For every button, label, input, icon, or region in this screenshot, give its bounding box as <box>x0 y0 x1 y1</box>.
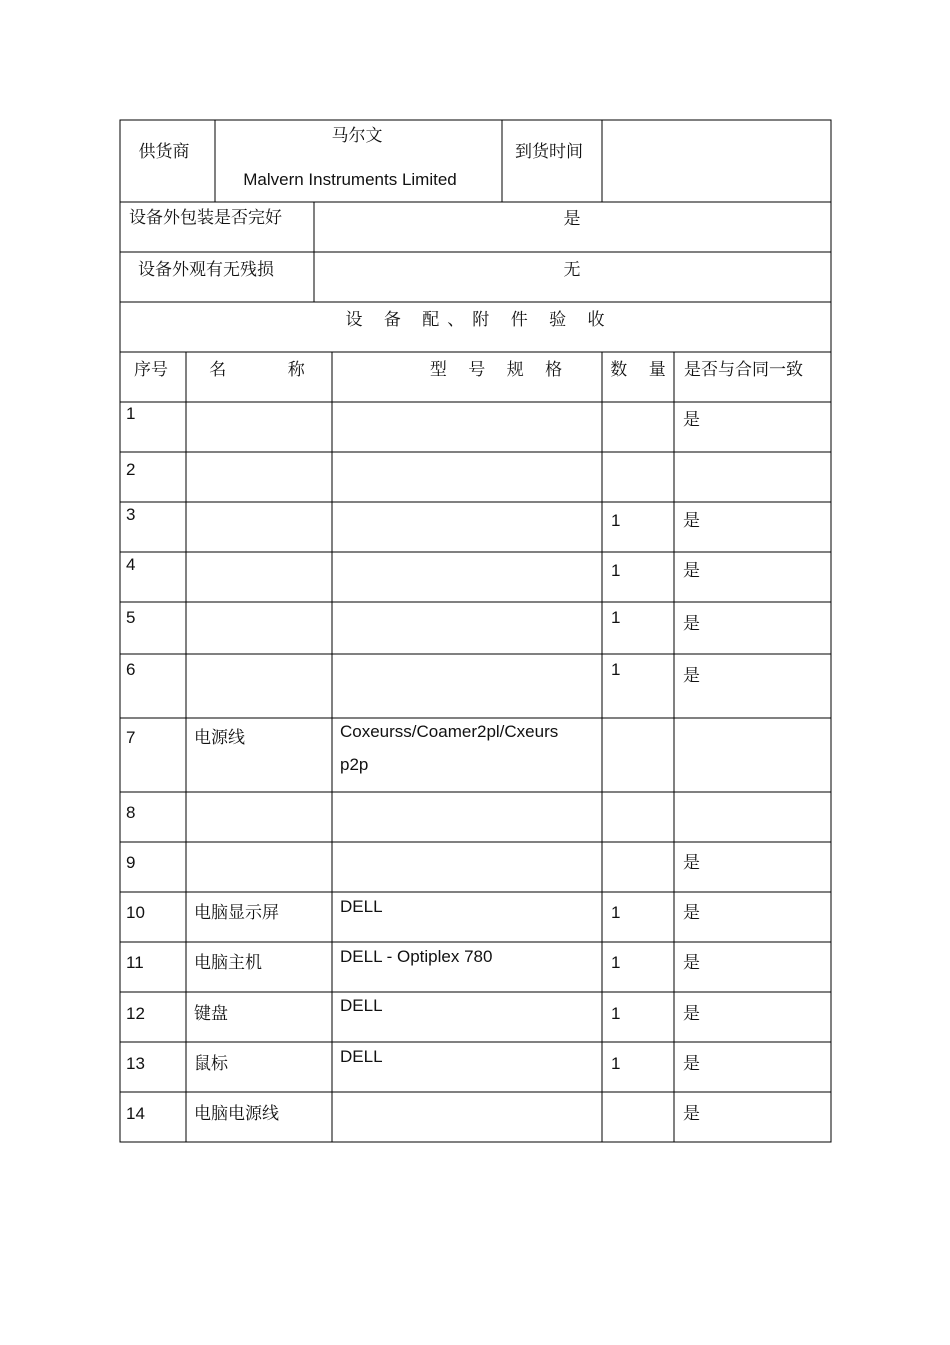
row-14-match: 是 <box>683 1104 700 1124</box>
row-9-match: 是 <box>683 853 700 873</box>
row-11-no: 11 <box>126 953 144 972</box>
row-7-model: Coxeurss/Coamer2pl/Cxeurs <box>340 722 559 741</box>
column-header-no: 序号 <box>134 360 168 380</box>
row-10-name: 电脑显示屏 <box>194 903 279 923</box>
row-4-match: 是 <box>683 561 700 581</box>
arrival-time-label: 到货时间 <box>515 142 583 162</box>
section-title: 设 备 配、附 件 验 收 <box>345 310 613 330</box>
row-3-no: 3 <box>126 505 136 524</box>
row-12-match: 是 <box>683 1004 700 1024</box>
row-7-no: 7 <box>126 728 136 747</box>
row-6-match: 是 <box>683 666 700 686</box>
row-3-match: 是 <box>683 511 700 531</box>
packaging-value: 是 <box>563 209 581 229</box>
row-11-qty: 1 <box>611 953 621 972</box>
row-13-qty: 1 <box>611 1054 621 1073</box>
supplier-label: 供货商 <box>138 142 190 162</box>
row-4-qty: 1 <box>611 561 621 580</box>
row-14-no: 14 <box>126 1104 145 1123</box>
row-7-name: 电源线 <box>194 728 245 748</box>
row-1-match: 是 <box>683 410 700 430</box>
row-8-no: 8 <box>126 803 136 822</box>
row-7-model-line2: p2p <box>340 755 369 774</box>
row-14-name: 电脑电源线 <box>194 1104 279 1124</box>
row-3-qty: 1 <box>611 511 621 530</box>
column-header-name: 名 称 <box>209 360 333 380</box>
row-10-no: 10 <box>126 903 145 922</box>
packaging-label: 设备外包装是否完好 <box>129 208 282 228</box>
supplier-name-en: Malvern Instruments Limited <box>243 170 457 189</box>
row-12-name: 键盘 <box>194 1004 228 1024</box>
row-13-model: DELL <box>340 1047 383 1066</box>
row-13-name: 鼠标 <box>194 1054 228 1074</box>
row-13-no: 13 <box>126 1054 145 1073</box>
row-12-qty: 1 <box>611 1004 621 1023</box>
row-10-model: DELL <box>340 897 383 916</box>
row-5-match: 是 <box>683 614 700 634</box>
appearance-value: 无 <box>563 260 581 280</box>
column-header-qty: 数 量 <box>610 360 674 380</box>
row-12-no: 12 <box>126 1004 145 1023</box>
row-6-no: 6 <box>126 660 136 679</box>
row-11-model: DELL - Optiplex 780 <box>340 947 493 966</box>
row-5-no: 5 <box>126 608 136 627</box>
row-11-name: 电脑主机 <box>194 953 262 973</box>
supplier-name-cn: 马尔文 <box>331 126 383 146</box>
row-12-model: DELL <box>340 996 383 1015</box>
row-2-no: 2 <box>126 460 136 479</box>
row-1-no: 1 <box>126 404 136 423</box>
row-10-qty: 1 <box>611 903 621 922</box>
row-10-match: 是 <box>683 903 700 923</box>
row-13-match: 是 <box>683 1054 700 1074</box>
row-4-no: 4 <box>126 555 136 574</box>
column-header-model: 型 号 规 格 <box>429 360 571 380</box>
appearance-label: 设备外观有无残损 <box>138 260 274 280</box>
row-6-qty: 1 <box>611 660 621 679</box>
row-5-qty: 1 <box>611 608 621 627</box>
row-11-match: 是 <box>683 953 700 973</box>
row-9-no: 9 <box>126 853 136 872</box>
column-header-match: 是否与合同一致 <box>684 360 803 380</box>
